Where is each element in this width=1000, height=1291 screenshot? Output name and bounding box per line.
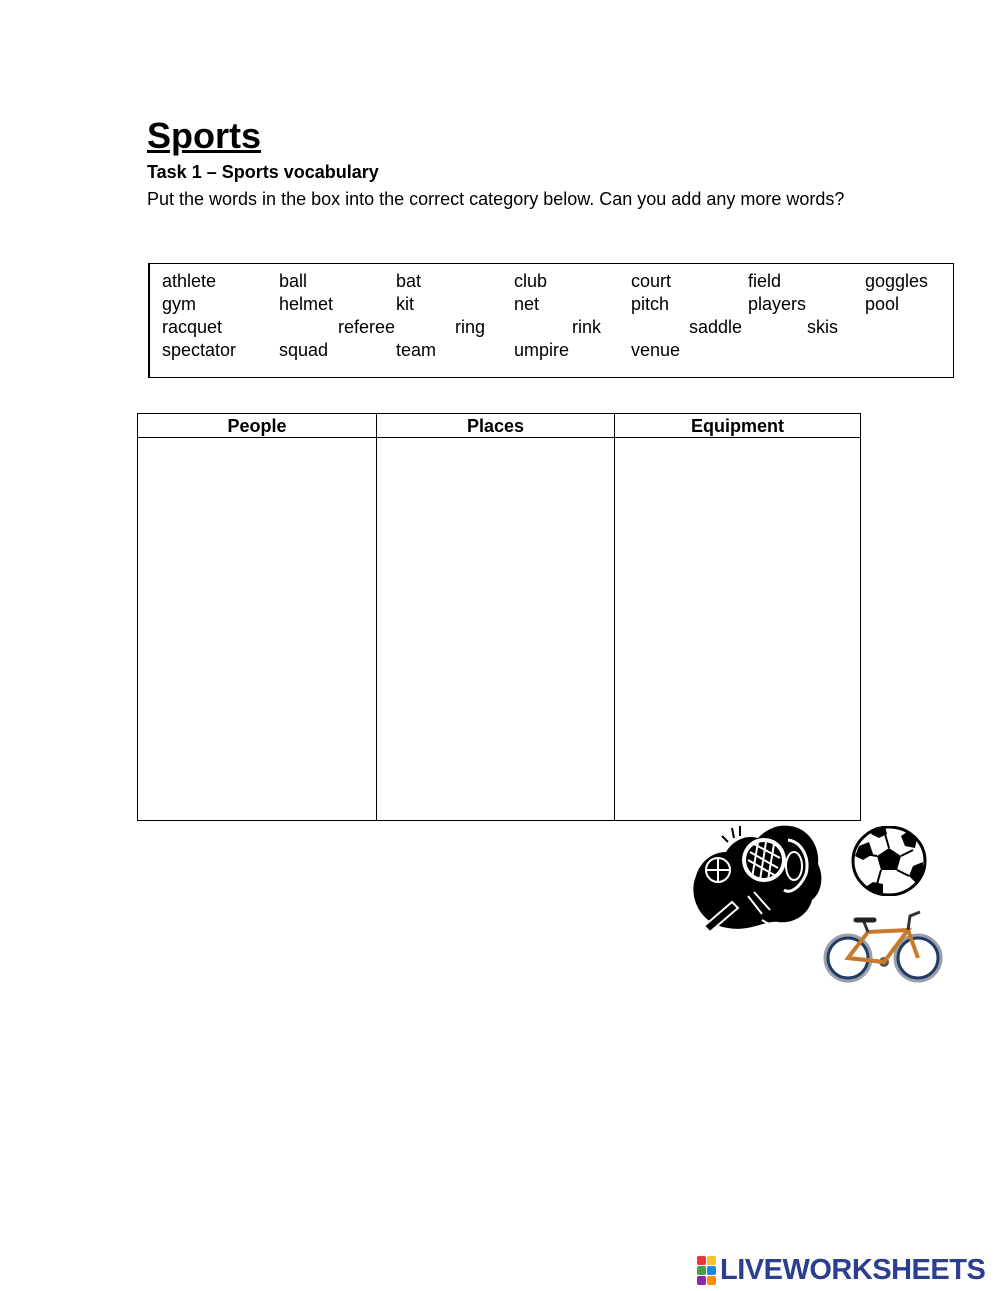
word: net [514,294,540,314]
word: club [514,271,548,291]
word: umpire [514,340,570,360]
word: athlete [162,271,217,291]
instructions-text: Put the words in the box into the correct category below. Can you add any more words? [147,189,845,209]
word: ring [455,317,486,337]
header-places: Places [377,414,615,438]
page-title: Sports [147,115,262,156]
word: helmet [279,294,334,314]
word: pool [865,294,900,314]
word: racquet [162,317,223,337]
word-row [150,339,953,362]
task-heading: Task 1 – Sports vocabulary [147,162,379,182]
word-row [150,270,953,293]
word: venue [631,340,681,360]
people-answer-cell[interactable] [138,438,377,821]
word: pitch [631,294,670,314]
word-row [150,316,953,339]
word: gym [162,294,197,314]
liveworksheets-logo [697,1254,985,1286]
table-answer-row [138,438,861,821]
logo-mark-icon [697,1256,716,1285]
word: squad [279,340,329,360]
places-answer-cell[interactable] [377,438,615,821]
word: court [631,271,672,291]
word-box [148,263,954,378]
word: bat [396,271,422,291]
word: rink [572,317,602,337]
word: goggles [865,271,929,291]
word: referee [338,317,396,337]
word: field [748,271,782,291]
word: saddle [689,317,743,337]
soccer-ball-icon [851,826,927,896]
word: ball [279,271,308,291]
word: spectator [162,340,237,360]
sports-equipment-clipart-icon [688,824,826,934]
logo-text: LIVEWORKSHEETS [720,1253,986,1286]
category-table [137,413,861,821]
equipment-answer-cell[interactable] [615,438,861,821]
word: skis [807,317,838,337]
word: team [396,340,437,360]
header-people: People [138,414,377,438]
word: kit [396,294,414,314]
table-header-row [138,414,861,438]
word: players [748,294,807,314]
bicycle-icon [822,908,944,986]
header-equipment: Equipment [615,414,861,438]
word-row [150,293,953,316]
